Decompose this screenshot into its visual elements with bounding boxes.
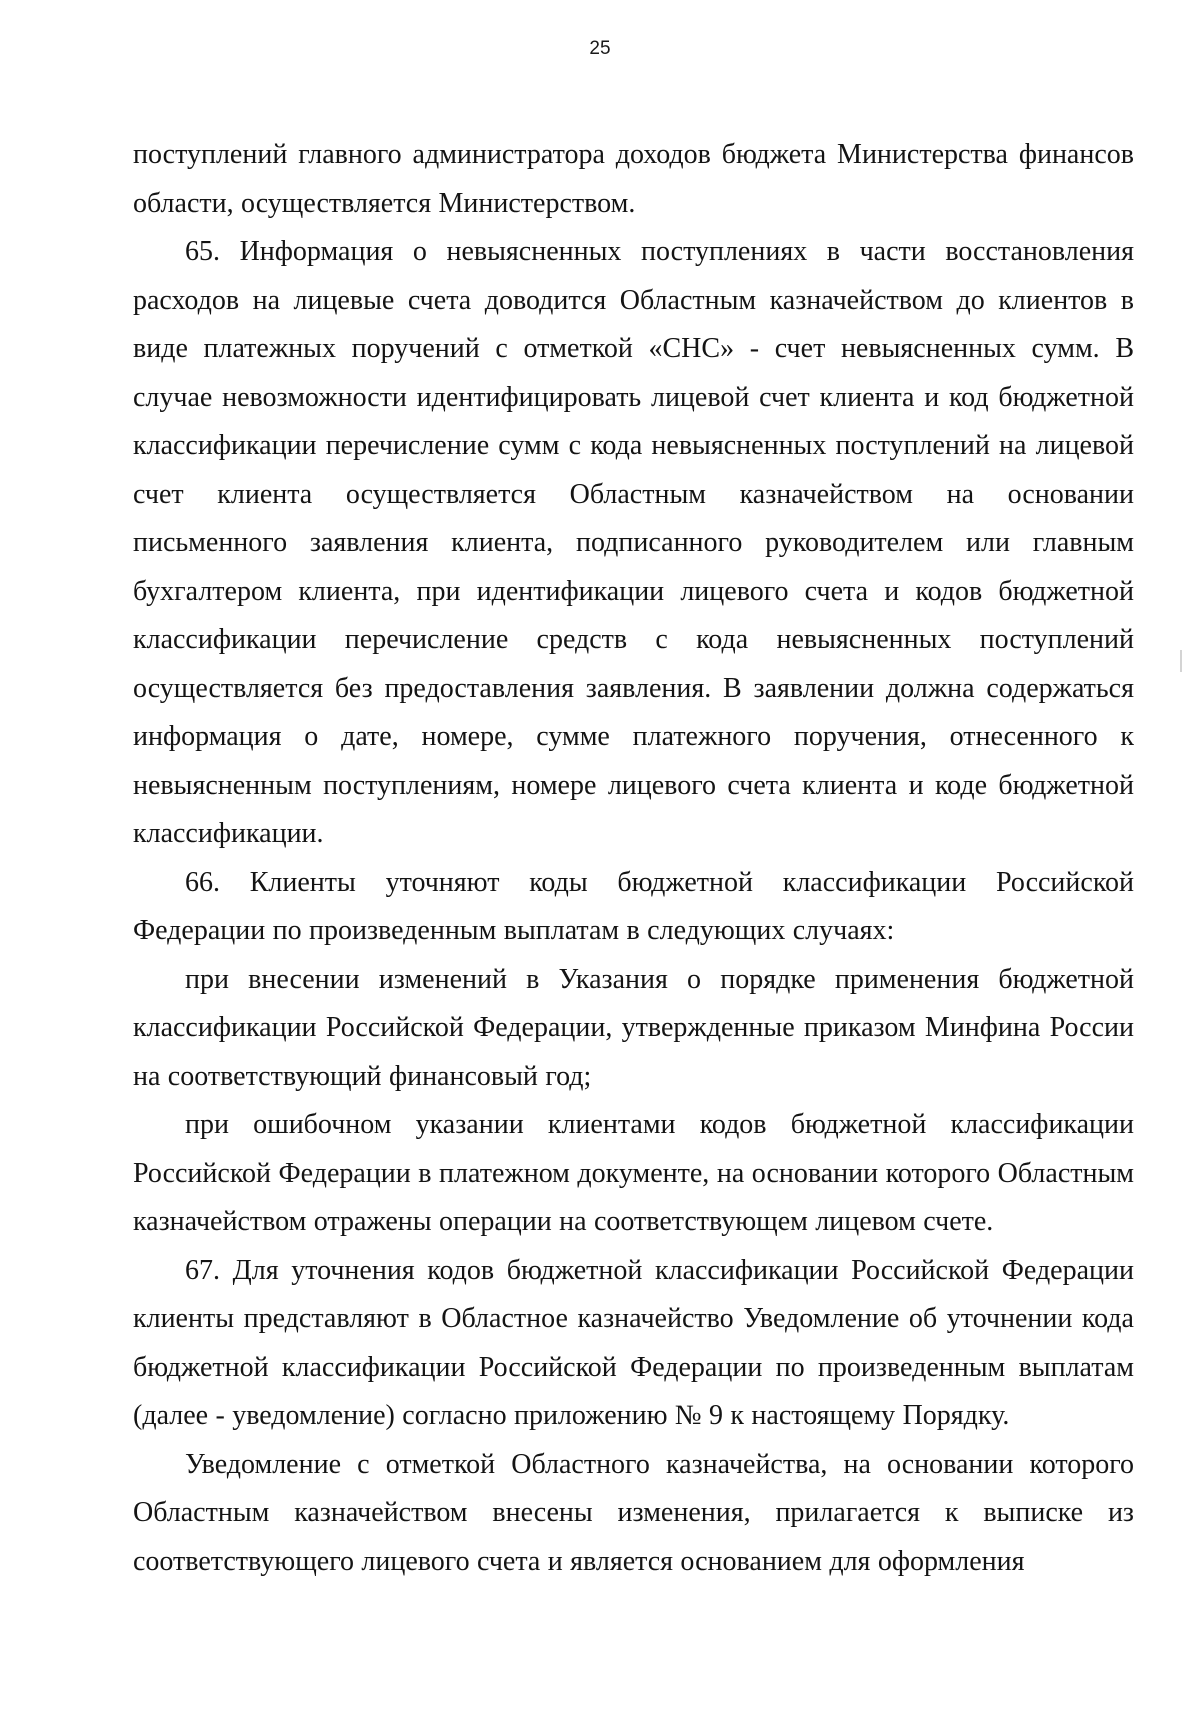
paragraph-67: 67. Для уточнения кодов бюджетной классификации Российской Федерации клиенты представляют в Областное казначейство Уведомление об уточнении кода бюджетной классификации Российской Федерации по произведенным выплатам (далее - уведомление) согласно приложению № 9 к настоящему Порядку. <box>133 1254 1134 1431</box>
paragraph-66: 66. Клиенты уточняют коды бюджетной классификации Российской Федерации по произведенным выплатам в следующих случаях: <box>133 866 1134 946</box>
paragraph-continuation: поступлений главного администратора доходов бюджета Министерства финансов области, осуществляется Министерством. <box>133 139 1134 219</box>
page-number: 25 <box>589 38 611 59</box>
document-body <box>133 131 1134 1586</box>
scan-artifact <box>1180 650 1182 672</box>
paragraph-65: 65. Информация о невыясненных поступлениях в части восстановления расходов на лицевые счета доводится Областным казначейством до клиентов в виде платежных поручений с отметкой «СНС» - счет невыясненных сумм. В случае невозможности идентифицировать лицевой счет клиента и код бюджетной классификации перечисление сумм с кода невыясненных поступлений на лицевой счет клиента осуществляется Областным казначейством на основании письменного заявления клиента, подписанного руководителем или главным бухгалтером клиента, при идентификации лицевого счета и кодов бюджетной классификации перечисление средств с кода невыясненных поступлений осуществляется без предоставления заявления. В заявлении должна содержаться информация о дате, номере, сумме платежного поручения, отнесенного к невыясненным поступлениям, номере лицевого счета клиента и коде бюджетной классификации. <box>133 236 1134 849</box>
paragraph-66-case-1: при внесении изменений в Указания о порядке применения бюджетной классификации Российской Федерации, утвержденные приказом Минфина России на соответствующий финансовый год; <box>133 963 1134 1092</box>
paragraph-67-notice: Уведомление с отметкой Областного казначейства, на основании которого Областным казначейством внесены изменения, прилагается к выписке из соответствующего лицевого счета и является основанием для оформления <box>133 1448 1134 1577</box>
paragraph-66-case-2: при ошибочном указании клиентами кодов бюджетной классификации Российской Федерации в платежном документе, на основании которого Областным казначейством отражены операции на соответствующем лицевом счете. <box>133 1109 1134 1237</box>
